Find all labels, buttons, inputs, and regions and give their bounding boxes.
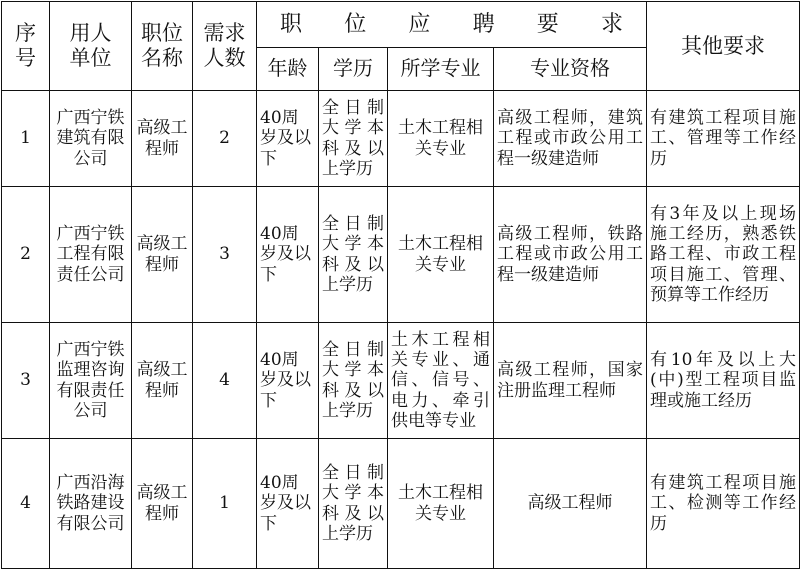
row-other: 有建筑工程项目施工、管理等工作经历 <box>647 91 800 187</box>
row-other: 有3年及以上现场施工经历，熟悉铁路工程、市政工程项目施工、管理、预算等工作经历 <box>647 187 800 323</box>
row-major: 土木工程相关专业 <box>388 91 494 187</box>
row-seq: 2 <box>2 187 50 323</box>
row-employer: 广西宁铁监理咨询有限责任公司 <box>50 323 132 439</box>
row-seq: 4 <box>2 439 50 569</box>
header-education: 学历 <box>319 48 388 91</box>
row-age: 40周岁及以下 <box>257 91 319 187</box>
header-seq: 序号 <box>2 2 50 91</box>
row-position: 高级工程师 <box>132 323 193 439</box>
row-qualification: 高级工程师，建筑工程或市政公用工程一级建造师 <box>494 91 647 187</box>
table-row <box>2 439 800 569</box>
row-position: 高级工程师 <box>132 91 193 187</box>
row-education: 全日制大学本科及以上学历 <box>319 439 388 569</box>
row-position: 高级工程师 <box>132 187 193 323</box>
row-education: 全日制大学本科及以上学历 <box>319 187 388 323</box>
header-qualification: 专业资格 <box>494 48 647 91</box>
table-row <box>2 323 800 439</box>
header-requirements: 职 位 应 聘 要 求 <box>257 2 647 48</box>
row-position: 高级工程师 <box>132 439 193 569</box>
row-seq: 1 <box>2 91 50 187</box>
row-count: 2 <box>193 91 257 187</box>
header-age: 年龄 <box>257 48 319 91</box>
row-qualification: 高级工程师，国家注册监理工程师 <box>494 323 647 439</box>
row-other: 有建筑工程项目施工、检测等工作经历 <box>647 439 800 569</box>
row-qualification: 高级工程师，铁路工程或市政公用工程一级建造师 <box>494 187 647 323</box>
row-qualification: 高级工程师 <box>494 439 647 569</box>
row-employer: 广西宁铁建筑有限公司 <box>50 91 132 187</box>
row-major: 土木工程相关专业 <box>388 439 494 569</box>
header-employer: 用人单位 <box>50 2 132 91</box>
row-age: 40周岁及以下 <box>257 187 319 323</box>
row-education: 全日制大学本科及以上学历 <box>319 91 388 187</box>
row-count: 4 <box>193 323 257 439</box>
recruitment-table <box>1 1 800 569</box>
header-major: 所学专业 <box>388 48 494 91</box>
header-other: 其他要求 <box>647 2 800 91</box>
row-employer: 广西宁铁工程有限责任公司 <box>50 187 132 323</box>
table-row <box>2 91 800 187</box>
row-count: 1 <box>193 439 257 569</box>
row-education: 全日制大学本科及以上学历 <box>319 323 388 439</box>
header-count: 需求人数 <box>193 2 257 91</box>
header-row-top <box>2 2 800 48</box>
row-major: 土木工程相关专业、通信、信号、电力、牵引供电等专业 <box>388 323 494 439</box>
row-age: 40周岁及以下 <box>257 323 319 439</box>
row-employer: 广西沿海铁路建设有限公司 <box>50 439 132 569</box>
row-major: 土木工程相关专业 <box>388 187 494 323</box>
header-position: 职位名称 <box>132 2 193 91</box>
row-seq: 3 <box>2 323 50 439</box>
table-row <box>2 187 800 323</box>
row-count: 3 <box>193 187 257 323</box>
row-age: 40周岁及以下 <box>257 439 319 569</box>
row-other: 有10年及以上大(中)型工程项目监理或施工经历 <box>647 323 800 439</box>
